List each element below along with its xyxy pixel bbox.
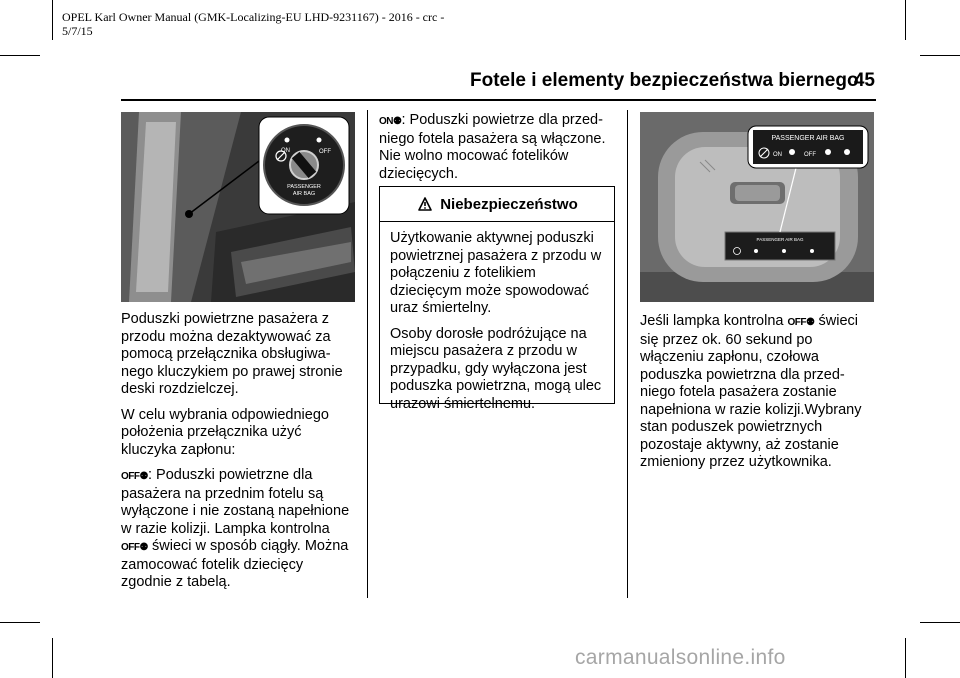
meta-line-2: 5/7/15	[62, 24, 93, 38]
text-line: uraz śmiertelny.	[390, 300, 492, 316]
crop-mark	[52, 638, 53, 678]
airbag-off-icon: OFF⚉	[787, 317, 815, 328]
switch-label-2: AIR BAG	[292, 191, 316, 197]
column-divider	[367, 110, 368, 598]
column-divider	[627, 110, 628, 598]
airbag-indicator-illustration	[640, 112, 874, 302]
panel-title: PASSENGER AIR BAG	[771, 135, 845, 142]
text-line: włączeniu zapłonu, czołowa	[640, 349, 819, 365]
warning-triangle-icon	[416, 195, 434, 213]
warning-paragraph-1	[390, 230, 604, 318]
airbag-indicator-photo	[640, 112, 874, 302]
crop-mark	[905, 638, 906, 678]
panel-off-label: OFF	[804, 152, 816, 158]
text-line: zmieniony przez użytkownika.	[640, 454, 832, 470]
page-title: Fotele i elementy bezpieczeństwa biernego	[470, 70, 859, 91]
crop-mark	[920, 622, 960, 623]
text-line: : Poduszki powietrze dla przed-	[401, 112, 603, 128]
text-line: poduszka powietrzna dla przed-	[640, 366, 845, 383]
airbag-off-icon-text: OFF	[121, 542, 140, 553]
text-line: niego fotela pasażera zostanie	[640, 384, 837, 400]
text-line: urazowi śmiertelnemu.	[390, 395, 536, 412]
airbag-on-icon: ON⚉	[379, 116, 402, 127]
page-number: 45	[853, 70, 875, 91]
paragraph-intro	[121, 311, 361, 399]
text-line: Użytkowanie aktywnej poduszki	[390, 230, 594, 246]
text-line: napełniona w razie kolizji.Wybrany	[640, 401, 862, 418]
text-line: połączeniu z fotelikiem	[390, 265, 536, 281]
text-line: świeci w sposób ciągły. Można	[147, 538, 349, 554]
warning-header	[380, 187, 614, 222]
column-2	[379, 112, 619, 191]
text-line: Jeśli lampka kontrolna	[640, 313, 788, 329]
text-line: W celu wybrania odpowiedniego	[121, 406, 329, 423]
paragraph-indicator	[640, 313, 885, 472]
text-line: : Poduszki powietrzne dla	[147, 467, 313, 483]
text-line: dziecięcym może spowodować	[390, 282, 590, 299]
switch-off-label: OFF	[319, 149, 331, 155]
header-rule	[121, 99, 876, 101]
text-line: się przez ok. 60 sekund po	[640, 331, 813, 348]
column-1	[121, 311, 361, 600]
panel-on-label: ON	[773, 152, 782, 158]
text-line: niego fotela pasażera są włączone.	[379, 130, 606, 147]
text-line: w razie kolizji. Lampka kontrolna	[121, 520, 330, 537]
airbag-switch-photo	[121, 112, 355, 302]
document-meta	[62, 10, 444, 38]
paragraph-key-position	[121, 407, 361, 460]
text-line: zamocować fotelik dziecięcy	[121, 556, 304, 573]
meta-line-1: OPEL Karl Owner Manual (GMK-Localizing-EU LHD-9231167) - 2016 - crc -	[62, 10, 445, 24]
switch-on-label: ON	[281, 148, 290, 154]
switch-label-1: PASSENGER	[287, 184, 321, 190]
text-line: miejscu pasażera z przodu w	[390, 343, 577, 359]
paragraph-airbag-on	[379, 112, 619, 183]
column-3	[640, 313, 885, 480]
warning-title: Niebezpieczeństwo	[440, 195, 578, 213]
text-line: pomocą przełącznika obsługiwa-	[121, 346, 331, 362]
text-line: przypadku, gdy wyłączona jest	[390, 360, 587, 377]
warning-body	[380, 222, 614, 413]
text-line: świeci	[814, 313, 858, 329]
airbag-off-icon-text: OFF	[121, 471, 140, 482]
text-line: pozostaje aktywny, aż zostanie	[640, 436, 839, 453]
text-line: kluczyka zapłonu:	[121, 441, 236, 458]
paragraph-airbag-off	[121, 467, 361, 592]
warning-box	[379, 186, 615, 412]
text-line: nego kluczykiem po prawej stronie	[121, 363, 343, 380]
crop-mark	[920, 55, 960, 56]
text-line: Nie wolno mocować fotelików	[379, 148, 569, 164]
crop-mark	[52, 0, 53, 40]
text-line: przodu można dezaktywować za	[121, 328, 331, 345]
airbag-off-icon: OFF⚉	[121, 542, 148, 553]
text-line: stan poduszek powietrznych	[640, 419, 823, 435]
airbag-on-icon-text: ON	[379, 116, 393, 127]
text-line: pasażera na przednim fotelu są	[121, 485, 324, 502]
text-line: deski rozdzielczej.	[121, 381, 239, 397]
text-line: dziecięcych.	[379, 165, 458, 182]
crop-mark	[905, 0, 906, 40]
crop-mark	[0, 622, 40, 623]
text-line: Osoby dorosłe podróżujące na	[390, 325, 587, 342]
airbag-off-icon-text: OFF	[787, 317, 806, 328]
text-line: poduszka powietrzna, mogą ulec	[390, 378, 602, 394]
watermark: carmanualsonline.info	[575, 646, 786, 669]
text-line: zgodnie z tabelą.	[121, 574, 231, 590]
text-line: położenia przełącznika użyć	[121, 424, 302, 440]
small-panel-title: PASSENGER AIR BAG	[756, 237, 804, 242]
crop-mark	[0, 55, 40, 56]
airbag-switch-illustration	[121, 112, 355, 302]
text-line: Poduszki powietrzne pasażera z	[121, 311, 329, 327]
text-line: powietrznej pasażera z przodu w	[390, 247, 602, 264]
warning-paragraph-2	[390, 326, 604, 414]
text-line: wyłączone i nie zostaną napełnione	[121, 503, 350, 519]
airbag-off-icon: OFF⚉	[121, 471, 148, 482]
